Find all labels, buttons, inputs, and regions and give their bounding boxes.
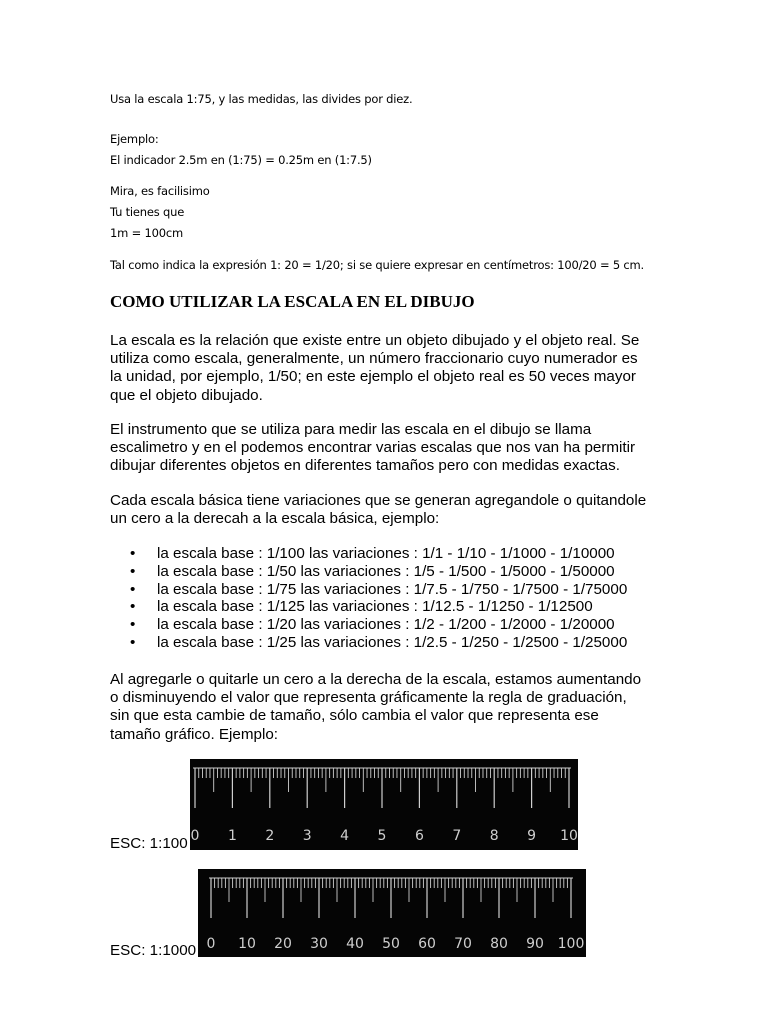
ruler-number: 3	[302, 828, 312, 844]
para4-line: Al agregarle o quitarle un cero a la derecha de la escala, estamos aumentando	[110, 671, 642, 688]
ruler-number: 1	[227, 828, 237, 844]
ruler-number: 0	[190, 828, 200, 844]
example-text: El indicador 2.5m en (1:75) = 0.25m en (1:7.5)	[110, 153, 372, 167]
ruler-number: 10	[238, 936, 256, 952]
section-heading: COMO UTILIZAR LA ESCALA EN EL DIBUJO	[110, 292, 475, 311]
para1-line: la unidad, por ejemplo, 1/50; en este ejemplo el objeto real es 50 veces mayor	[110, 368, 636, 386]
list-item: • la escala base : 1/75 las variaciones : 1/7.5 - 1/750 - 1/7500 - 1/75000	[110, 581, 627, 599]
ruler-number: 8	[489, 828, 499, 844]
para2-line: El instrumento que se utiliza para medir las escala en el dibujo se llama	[110, 421, 592, 438]
para2-line: dibujar diferentes objetos en diferentes tamaños pero con medidas exactas.	[110, 457, 620, 475]
ruler-number: 40	[346, 936, 364, 952]
tu-tienes-line: Tu tienes que	[110, 205, 185, 219]
paragraph-escala	[110, 332, 670, 405]
ruler-number: 20	[274, 936, 292, 952]
scale-variations-list	[110, 545, 627, 652]
ruler-graphic	[198, 869, 586, 957]
ruler-number: 60	[418, 936, 436, 952]
example-label: Ejemplo:	[110, 132, 159, 146]
ruler-graphic	[190, 759, 578, 850]
intro-line-1: Usa la escala 1:75, y las medidas, las divides por diez.	[110, 92, 413, 106]
list-item: • la escala base : 1/20 las variaciones : 1/2 - 1/200 - 1/2000 - 1/20000	[110, 616, 627, 634]
ruler-number: 0	[206, 936, 216, 952]
list-item: • la escala base : 1/50 las variaciones : 1/5 - 1/500 - 1/5000 - 1/50000	[110, 563, 627, 581]
list-item: • la escala base : 1/125 las variaciones : 1/12.5 - 1/1250 - 1/12500	[110, 598, 627, 616]
intro-example	[110, 129, 372, 171]
ruler-image-1-1000	[198, 869, 586, 957]
para1-line: utiliza como escala, generalmente, un número fraccionario cuyo numerador es	[110, 350, 638, 368]
para4-line: tamaño gráfico. Ejemplo:	[110, 725, 278, 743]
ruler-number: 7	[452, 828, 462, 844]
list-item: • la escala base : 1/25 las variaciones : 1/2.5 - 1/250 - 1/2500 - 1/25000	[110, 634, 627, 652]
list-item: • la escala base : 1/100 las variaciones : 1/1 - 1/10 - 1/1000 - 1/10000	[110, 545, 627, 563]
ruler-number: 30	[310, 936, 328, 952]
ruler-number: 90	[526, 936, 544, 952]
intro-tal-como: Tal como indica la expresión 1: 20 = 1/20; si se quiere expresar en centímetros: 100/20 = 5 cm.	[110, 258, 645, 272]
ruler-number: 80	[490, 936, 508, 952]
paragraph-agregar-cero	[110, 671, 670, 744]
intro-mira	[110, 181, 210, 244]
ruler-number: 100	[557, 936, 585, 952]
ruler-image-1-100	[190, 759, 578, 850]
ruler-number: 10	[560, 828, 578, 844]
ruler-number: 5	[377, 828, 387, 844]
ruler-number: 6	[414, 828, 424, 844]
para2-line: escalimetro y en el podemos encontrar varias escalas que nos van ha permitir	[110, 439, 636, 457]
para3-line: Cada escala básica tiene variaciones que se generan agregandole o quitandole	[110, 492, 647, 509]
mira-line: Mira, es facilisimo	[110, 184, 210, 198]
ruler-number: 4	[340, 828, 350, 844]
ruler-number: 2	[265, 828, 275, 844]
para4-line: sin que esta cambie de tamaño, sólo cambia el valor que representa ese	[110, 707, 599, 725]
paragraph-instrumento	[110, 421, 670, 476]
para4-line: o disminuyendo el valor que representa gráficamente la regla de graduación,	[110, 689, 627, 707]
para3-line: un cero a la derecah a la escala básica, ejemplo:	[110, 510, 440, 528]
para1-line: La escala es la relación que existe entre un objeto dibujado y el objeto real. Se	[110, 332, 640, 349]
paragraph-variaciones	[110, 492, 670, 528]
ruler2-label: ESC: 1:1000	[110, 942, 197, 959]
ruler1-label: ESC: 1:100	[110, 835, 188, 852]
para1-line: que el objeto dibujado.	[110, 386, 263, 404]
ruler-number: 9	[527, 828, 537, 844]
ruler-number: 70	[454, 936, 472, 952]
one-meter-line: 1m = 100cm	[110, 226, 183, 240]
ruler-number: 50	[382, 936, 400, 952]
